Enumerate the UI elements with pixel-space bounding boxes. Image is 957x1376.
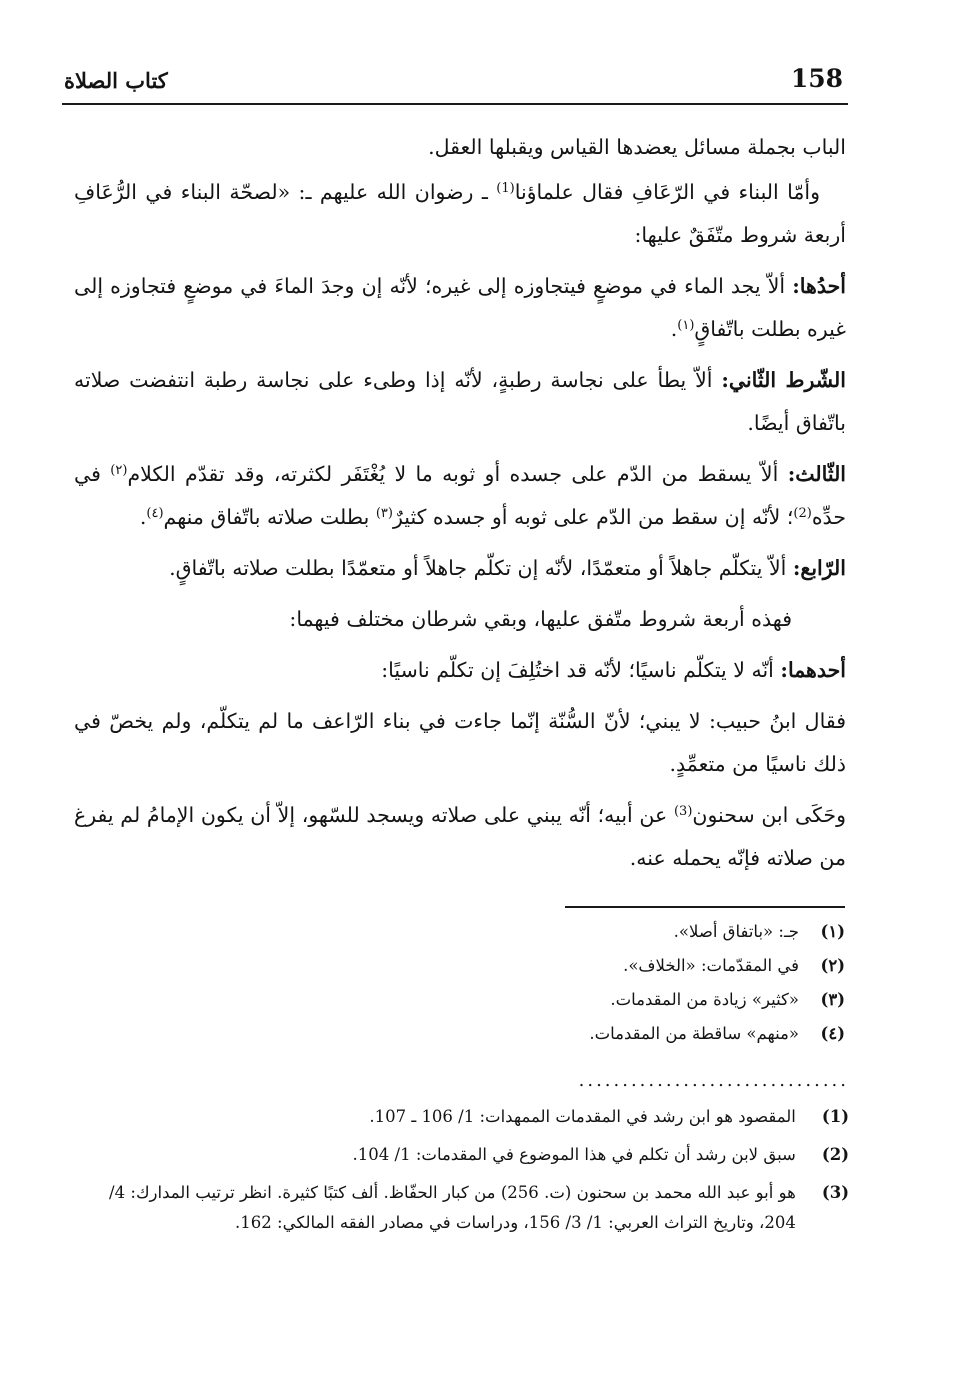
footnote-text: المقصود هو ابن رشد في المقدمات الممهدات: 1/ 106 ـ 107. <box>369 1107 796 1126</box>
footnote-text: في المقدّمات: «الخلاف». <box>623 956 799 975</box>
page-number: 158 <box>790 64 843 93</box>
paragraph-6 <box>74 547 846 590</box>
paragraph-lead: أحدُها: <box>792 274 846 298</box>
paragraph-text: فهذه أربعة شروط متّفق عليها، وبقي شرطان مختلف فيهما: <box>289 607 792 631</box>
paragraph-text: ؛ لأنّه إن سقط من الدّم على ثوبه أو جسده كثيرٌ <box>392 505 794 529</box>
footnote-number: (٢) <box>820 956 845 975</box>
footnote-item <box>109 1178 849 1238</box>
variant-notes <box>165 915 845 1051</box>
footnote-number: (1) <box>821 1107 849 1126</box>
source-notes <box>109 1102 849 1246</box>
footnote-number: (٤) <box>820 1024 845 1043</box>
paragraph-lead: أحدهما: <box>780 658 846 682</box>
paragraph-lead: الثّالث: <box>787 462 847 486</box>
footnote-item <box>165 915 845 949</box>
footnote-ref[interactable]: (2) <box>793 506 812 521</box>
footnote-number: (٣) <box>820 990 845 1009</box>
footnote-ref[interactable]: (٣) <box>375 506 393 521</box>
footnote-number: (2) <box>821 1145 849 1164</box>
footnote-ref[interactable]: (٤) <box>146 506 164 521</box>
footnote-ref[interactable]: (١) <box>677 318 695 333</box>
paragraph-5 <box>74 453 846 539</box>
footnote-number: (3) <box>821 1183 849 1202</box>
paragraph-8 <box>74 649 846 692</box>
footnote-text: جـ: «باتفاق أصلا». <box>673 922 799 941</box>
footnote-text: «كثير» زيادة من المقدمات. <box>610 990 799 1009</box>
paragraph-text: ألاّ يجد الماء في موضعٍ فيتجاوزه إلى غيره؛ لأنّه إن وجدَ الماءَ في موضعٍ فتجاوزه إلى غيره بطلت باتّفاقٍ <box>74 274 846 341</box>
paragraph-text: ألاّ يسقط من الدّم على جسده أو ثوبه ما لا يُغْتَفَر لكثرته، وقد تقدّم الكلام <box>127 462 788 486</box>
footnote-text: سبق لابن رشد أن تكلم في هذا الموضوع في المقدمات: 1/ 104. <box>352 1145 796 1164</box>
footnote-item <box>109 1140 849 1170</box>
paragraph-text: . <box>670 317 678 341</box>
paragraph-text: وحَكَى ابن سحنون <box>692 803 846 827</box>
main-text <box>74 126 846 888</box>
footnote-ref[interactable]: (1) <box>496 181 515 196</box>
footnote-text: هو أبو عبد الله محمد بن سحنون (ت. 256) من كبار الحفّاظ. ألف كتبًا كثيرة. انظر ترتيب المدارك: 4/ 204، وتاريخ التراث العربي: 1/ 3/ 156، ودراسات في مصادر الفقه المالكي: 162. <box>109 1183 796 1232</box>
paragraph-text: وأمّا البناء في الرّعَافِ فقال علماؤنا <box>514 180 820 204</box>
footnote-number: (١) <box>820 922 845 941</box>
paragraph-text: الباب بجملة مسائل يعضدها القياس ويقبلها العقل. <box>428 135 846 159</box>
paragraph-text: بطلت صلاته باتّفاق منهم <box>163 505 376 529</box>
paragraph-lead: الشّرط الثّاني: <box>721 368 846 392</box>
paragraph-lead: الرّابع: <box>792 556 846 580</box>
paragraph-text: . <box>139 505 147 529</box>
paragraph-9 <box>74 700 846 786</box>
paragraph-2 <box>74 171 846 257</box>
footnote-item <box>109 1102 849 1132</box>
footnote-item <box>165 983 845 1017</box>
footnote-ref[interactable]: (٢) <box>110 463 128 478</box>
running-header-title: كتاب الصلاة <box>64 68 168 93</box>
paragraph-1 <box>74 126 846 169</box>
paragraph-text: ـ رضوان الله عليهم ـ: «لصحّة البناء في الرُّعَافِ أربعة شروط متّفَقٌ عليها: <box>74 180 846 247</box>
footnote-item <box>165 949 845 983</box>
dotted-separator: ............................... <box>578 1070 849 1091</box>
paragraph-10 <box>74 794 846 880</box>
footnote-item <box>165 1017 845 1051</box>
paragraph-text: ألاّ يتكلّم جاهلاً أو متعمّدًا، لأنّه إن تكلّم جاهلاً أو متعمّدًا بطلت صلاته باتّفاقٍ. <box>169 556 793 580</box>
footnote-rule <box>565 906 845 908</box>
paragraph-text: فقال ابنُ حبيب: لا يبني؛ لأنّ السُّنّة إنّما جاءت في بناء الرّاعف ما لم يتكلّم، ولم يخصّ في ذلك ناسيًا من متعمِّدٍ. <box>74 709 846 776</box>
footnote-text: «منهم» ساقطة من المقدمات. <box>589 1024 799 1043</box>
paragraph-4 <box>74 359 846 445</box>
paragraph-3 <box>74 265 846 351</box>
paragraph-7 <box>74 598 846 641</box>
footnote-ref[interactable]: (3) <box>673 804 693 819</box>
paragraph-text: عن أبيه؛ أنّه يبني على صلاته ويسجد للسّهو، إلاّ أن يكون الإمامُ لم يفرغ من صلاته فإنّه يحمله عنه. <box>74 803 846 870</box>
paragraph-text: في حدِّه <box>74 462 846 529</box>
paragraph-text: ألاّ يطأ على نجاسة رطبةٍ، لأنّه إذا وطىء على نجاسة رطبة انتفضت صلاته باتّفاق أيضًا. <box>74 368 846 435</box>
header-rule <box>62 103 848 105</box>
paragraph-text: أنّه لا يتكلّم ناسيًا؛ لأنّه قد اختُلِفَ إن تكلّم ناسيًا: <box>381 658 781 682</box>
